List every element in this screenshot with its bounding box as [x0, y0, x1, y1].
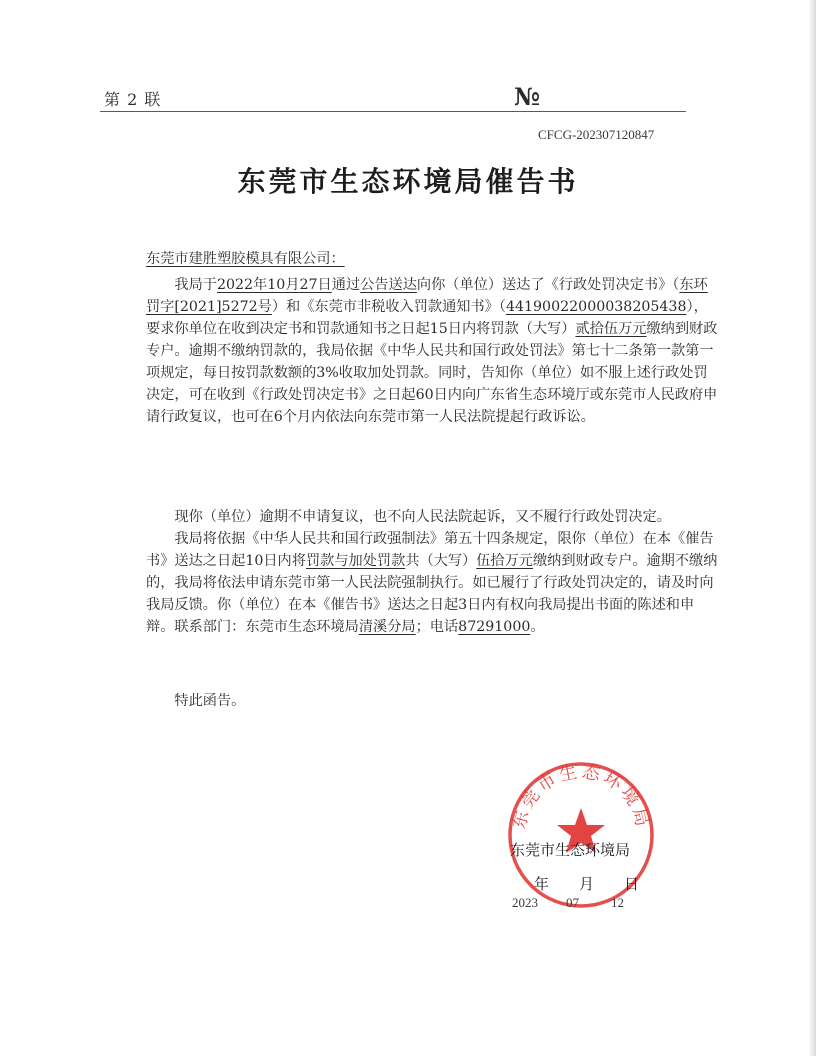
copy-label: 第 2 联 [104, 90, 162, 109]
paragraph-enforcement: 我局将依据《中华人民共和国行政强制法》第五十四条规定，限你（单位）在本《催告书》送达之日起10日内将罚款与加处罚款共（大写）伍拾万元缴纳到财政专户。逾期不缴纳的，我局将依法申请东莞市第一人民法院强制执行。如已履行了行政处罚决定的，请及时向我局反馈。你（单位）在本《催告书》送达之日起3日内有权向我局提出书面的陈述和申辩。联系部门：东莞市生态环境局清溪分局；电话87291000。 [146, 531, 718, 635]
document-title: 东莞市生态环境局催告书 [237, 165, 579, 198]
date-day: 12 [611, 895, 624, 910]
issuing-authority: 东莞市生态环境局 [510, 841, 631, 859]
year-label: 年 [534, 875, 550, 893]
payment-item: 罚款与加处罚款 [305, 553, 406, 569]
contact-department: 清溪分局 [358, 619, 416, 635]
paragraph-delivery: 我局于2022年10月27日通过公告送达向你（单位）送达了《行政处罚决定书》（东环罚字[2021]5272号）和《东莞市非税收入罚款通知书》（44190022000038205438），要求你单位在收到决定书和罚款通知书之日起15日内将罚款（大写）贰拾伍万元缴纳到财政专户。逾期不缴纳罚款的，我局依据《中华人民共和国行政处罚法》第七十二条第一款第一项规定，每日按罚款数额的3%收取加处罚款。同时，告知你（单位）如不服上述行政处罚决定，可在收到《行政处罚决定书》之日起60日内向广东省生态环境厅或东莞市人民政府申请行政复议，也可在6个月内依法向东莞市第一人民法院提起行政诉讼。 [146, 277, 718, 425]
seal-text: 东莞市生态环境局 [508, 761, 654, 832]
month-label: 月 [579, 875, 595, 893]
contact-phone: 87291000 [458, 619, 531, 635]
delivery-date: 2022年10月27日 [216, 277, 332, 293]
paragraph-overdue: 现你（单位）逾期不申请复议，也不向人民法院起诉，又不履行行政处罚决定。 [174, 509, 671, 525]
notice-number: 44190022000038205438 [505, 299, 687, 315]
date-year: 2023 [512, 895, 538, 910]
closing-remark: 特此函告。 [174, 693, 246, 709]
date-values [512, 895, 624, 911]
number-sign: № [514, 82, 541, 111]
document-code: CFCG-202307120847 [538, 127, 655, 142]
date-month: 07 [566, 895, 579, 910]
header-divider [100, 111, 686, 112]
date-labels [534, 873, 639, 894]
total-amount: 伍拾万元 [476, 553, 533, 569]
day-label: 日 [624, 875, 640, 893]
recipient-name: 东莞市建胜塑胶模具有限公司： [146, 251, 345, 267]
decision-number: 东环罚字[2021]5272号 [146, 277, 708, 315]
fine-amount: 贰拾伍万元 [575, 321, 647, 337]
scan-edge [808, 0, 816, 1056]
delivery-method: 公告送达 [360, 277, 417, 293]
